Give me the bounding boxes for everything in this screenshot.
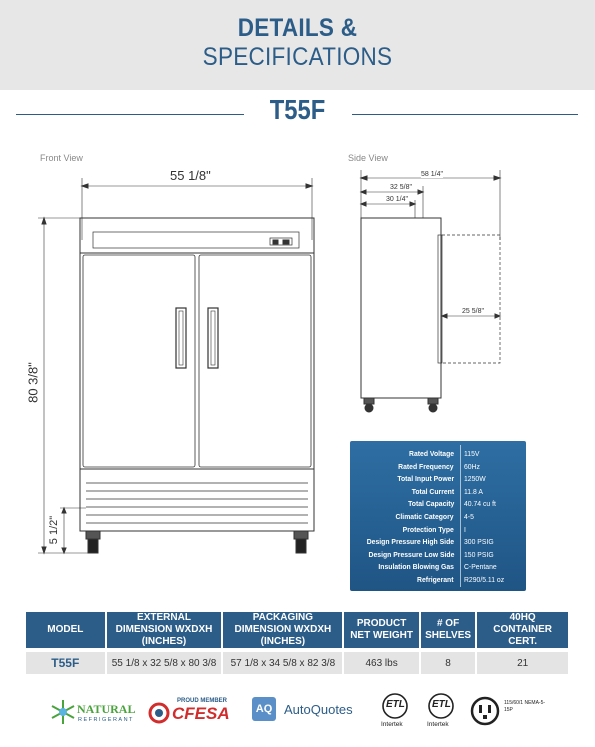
spec-row [350, 474, 526, 486]
cell-net-weight: 463 lbs [344, 648, 419, 674]
spec-value: C-Pentane [464, 562, 497, 572]
etl-text-2: ETL [432, 699, 451, 710]
certification-logos [0, 692, 595, 732]
front-view-label: Front View [40, 153, 83, 163]
spec-value: 40.74 cu ft [464, 499, 496, 509]
spec-row [350, 512, 526, 524]
spec-value: 60Hz [464, 461, 480, 471]
spec-label: Design Pressure Low Side [368, 549, 454, 559]
front-height-dim: 80 3/8" [25, 362, 41, 403]
spec-row [350, 449, 526, 461]
side-dim-door: 25 5/8" [462, 308, 484, 315]
cfesa-logo [148, 696, 244, 728]
spec-label: Total Capacity [407, 499, 454, 509]
spec-value: 11.8 A [464, 486, 483, 496]
natural-text: NATURAL [77, 702, 136, 716]
side-dim-overall: 58 1/4" [421, 171, 443, 178]
spec-label: Protection Type [402, 524, 454, 534]
intertek-text-1: Intertek [381, 721, 403, 728]
cfesa-text: CFESA [172, 704, 230, 723]
table-header-row [26, 612, 568, 648]
spec-row [350, 462, 526, 474]
spec-row [350, 537, 526, 549]
spec-label: Total Current [411, 486, 454, 496]
spec-label: Climatic Category [395, 512, 454, 521]
spec-value: 1250W [464, 474, 486, 484]
spec-row [350, 499, 526, 511]
header-line-1: DETAILS & [237, 14, 358, 42]
refrigerant-text: REFRIGERANT [78, 717, 134, 723]
spec-row [350, 575, 526, 587]
etl-logo-2 [424, 692, 460, 728]
table-row [26, 648, 568, 674]
cell-external-dimension: 55 1/8 x 32 5/8 x 80 3/8 [107, 648, 222, 674]
th-external-dimension: EXTERNAL DIMENSION WXDXH (INCHES) [107, 612, 222, 648]
spec-value: R290/5.11 oz [464, 575, 505, 584]
spec-value: 4-5 [464, 512, 474, 521]
cfesa-member-text: PROUD MEMBER [177, 698, 228, 704]
aq-badge: AQ [252, 697, 276, 721]
spec-label: Refrigerant [417, 575, 454, 584]
spec-label: Insulation Blowing Gas [378, 562, 454, 572]
spec-label: Rated Voltage [408, 449, 454, 458]
nema-text: 115/60/1 NEMA-5-15P [504, 700, 546, 713]
spec-value: I [464, 524, 466, 534]
side-dim-body: 30 1/4" [386, 196, 408, 203]
spec-panel [350, 441, 526, 591]
nema-plug-icon [470, 696, 502, 728]
cfesa-emblem-icon [148, 702, 170, 724]
cell-model: T55F [26, 648, 105, 674]
spec-row [350, 562, 526, 574]
cell-container: 21 [477, 648, 568, 674]
intertek-text-2: Intertek [427, 721, 449, 728]
spec-value: 115V [464, 449, 480, 458]
spec-value: 150 PSIG [464, 549, 494, 559]
spec-label: Rated Frequency [398, 461, 454, 471]
autoquotes-text: AutoQuotes [284, 702, 353, 717]
side-view-drawing [361, 170, 500, 412]
side-dim-depth: 32 5/8" [390, 184, 412, 191]
etl-logo-1 [378, 692, 414, 728]
plug-icon [470, 696, 500, 726]
th-net-weight: PRODUCT NET WEIGHT [344, 612, 419, 648]
cell-packaging-dimension: 57 1/8 x 34 5/8 x 82 3/8 [223, 648, 342, 674]
etl-text-1: ETL [386, 699, 405, 710]
spec-row [350, 487, 526, 499]
th-container: 40HQ CONTAINER CERT. [477, 612, 568, 648]
front-width-dim: 55 1/8" [170, 168, 211, 183]
spec-row [350, 550, 526, 562]
th-shelves: # OF SHELVES [421, 612, 475, 648]
th-model: MODEL [26, 612, 105, 648]
spec-table [24, 612, 570, 674]
cell-shelves: 8 [421, 648, 475, 674]
spec-row [350, 525, 526, 537]
th-packaging-dimension: PACKAGING DIMENSION WXDXH (INCHES) [223, 612, 342, 648]
header-line-2: SPECIFICATIONS [202, 43, 393, 71]
front-base-dim: 5 1/2" [48, 515, 60, 545]
natural-refrigerant-logo [50, 696, 142, 728]
side-view-label: Side View [348, 153, 388, 163]
spec-label: Design Pressure High Side [366, 537, 454, 547]
snowflake-leaf-icon [50, 697, 76, 727]
front-view-drawing [38, 178, 314, 553]
spec-value: 300 PSIG [464, 537, 494, 547]
spec-label: Total Input Power [397, 474, 454, 484]
model-name: T55F [269, 94, 326, 125]
